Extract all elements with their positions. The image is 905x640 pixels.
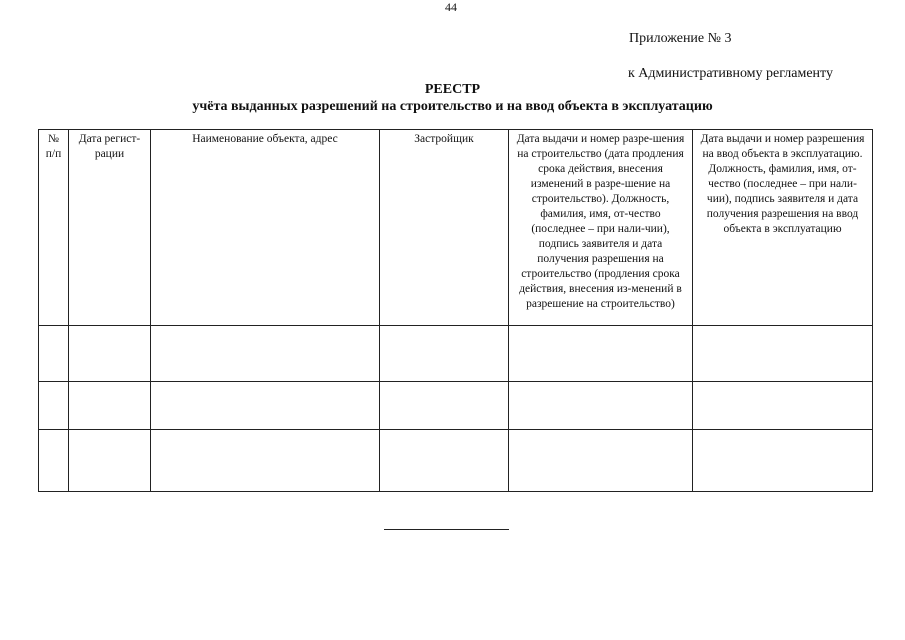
table-cell [39,382,69,430]
table-cell [69,326,151,382]
table-cell [69,382,151,430]
table-cell [380,430,509,492]
table-cell [509,430,693,492]
table-header-row [39,130,873,326]
table-cell [693,430,873,492]
table-cell [69,430,151,492]
appendix-reference: к Административному регламенту [628,66,833,81]
table-cell [693,326,873,382]
table-cell [39,430,69,492]
table-row [39,382,873,430]
appendix-label: Приложение № 3 [629,31,732,46]
document-subtitle: учёта выданных разрешений на строительство и на ввод объекта в эксплуатацию [192,99,713,114]
table-cell [151,382,380,430]
table-cell [151,430,380,492]
column-header-developer: Застройщик [380,130,509,326]
column-header-registration-date: Дата регист-рации [69,130,151,326]
table-row [39,326,873,382]
table-cell [693,382,873,430]
column-header-number: № п/п [39,130,69,326]
table-row [39,430,873,492]
column-header-construction-permit: Дата выдачи и номер разре-шения на строительство (дата продления срока действия, внесения изменений в разре-шение на строительство). Должность, фамилия, имя, от-чество (последнее – при нали-чии), подпись заявителя и дата получения разрешения на строительство (продления срока действия, внесения из-менений в разрешение на строительство) [509,130,693,326]
table-cell [380,382,509,430]
footer-divider [384,529,509,530]
table-cell [509,382,693,430]
page-number: 44 [445,0,457,14]
column-header-object-name-address: Наименование объекта, адрес [151,130,380,326]
table-cell [509,326,693,382]
registry-table [38,129,873,492]
document-title: РЕЕСТР [424,82,481,97]
column-header-commissioning-permit: Дата выдачи и номер разрешения на ввод объекта в эксплуатацию. Должность, фамилия, имя, от-чество (последнее – при нали-чии), подпись заявителя и дата получения разрешения на ввод объекта в эксплуатацию [693,130,873,326]
table-cell [39,326,69,382]
table-cell [380,326,509,382]
table-cell [151,326,380,382]
